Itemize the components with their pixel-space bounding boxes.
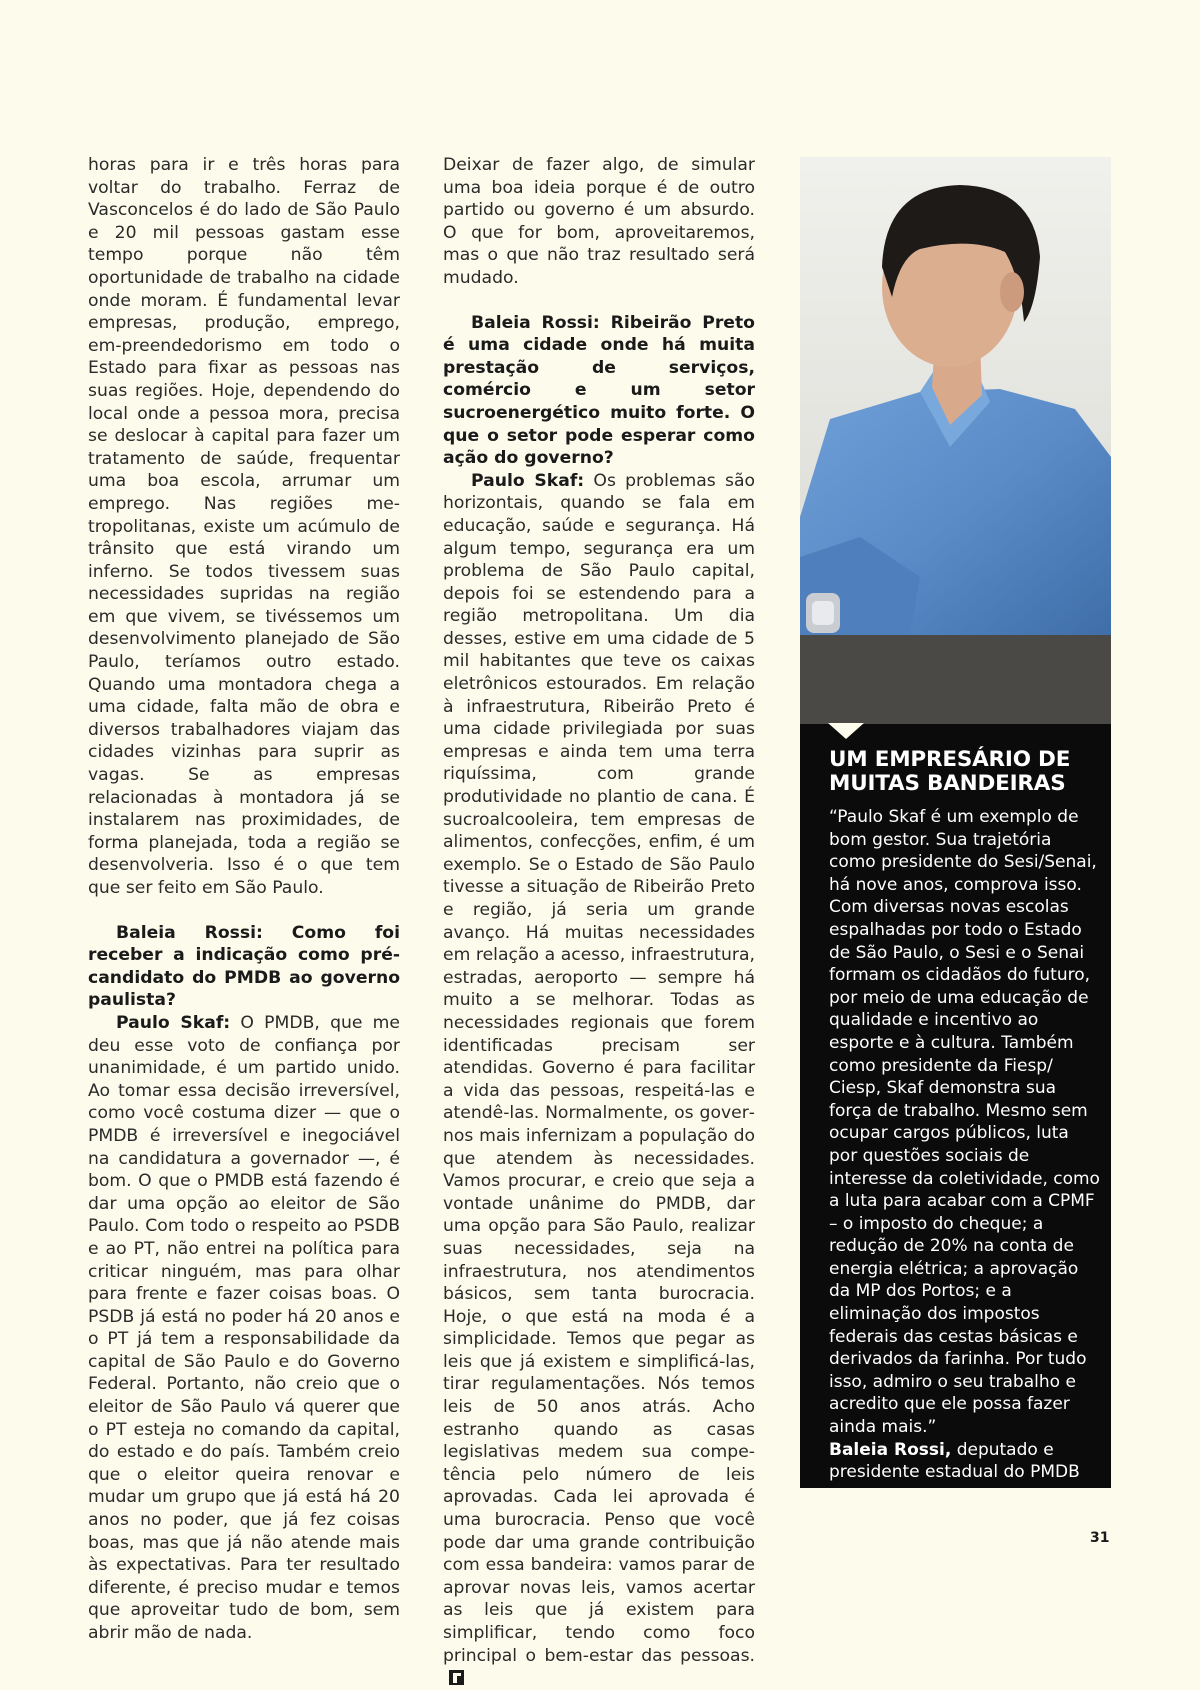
interview-answer bbox=[88, 1012, 400, 1645]
sidebar-box bbox=[800, 724, 1111, 1488]
paragraph: horas para ir e três horas para voltar do trabalho. Ferraz de Vasconcelos é do lado de São Paulo e 20 mil pessoas gastam esse tempo porque não têm oportunidade de trabalho na cidade onde moram. É fundamental levar empresas, produção, emprego, em-preendedorismo em todo o Estado para fixar as pessoas nas suas regiões. Hoje, dependendo do local onde a pessoa mora, precisa se deslocar à capital para fazer um tratamento de saúde, frequentar uma boa escola, arrumar um emprego. Nas regiões metropolitanas, existe um acúmulo de trânsito que está virando um inferno. Se todos tivessem suas necessidades supridas na região em que vivem, se tivéssemos um desenvolvimento planejado de São Paulo, teríamos outro estado. Quando uma montadora chega a uma cidade, falta mão de obra e diversos trabalhadores viajam das cidades vizinhas para suprir as vagas. Se as empresas relacionadas à montadora já se instalarem nas proximidades, de forma planejada, toda a região se desenvolveria. Isso é o que tem que ser feito em São Paulo. bbox=[88, 155, 400, 898]
quote-signature bbox=[829, 1439, 1101, 1484]
answer-text: Os problemas são horizontais, quando se fala em educação, saúde e segurança. Há algum tempo, segurança era um problema de São Paulo capital, depois foi se estendendo para a região metropolitana. Um dia desses, estive em uma cidade de 5 mil habitantes que teve os caixas eletrônicos estourados. Em relação à infraestrutura, Ribeirão Preto é uma cidade privilegiada por suas empresas e ainda tem uma terra riquíssima, com grande produtividade no plantio de cana. É sucroalcooleira, tem empresas de alimentos, confecções, enfim, é um exemplo. Se o Estado de São Paulo tivesse a situação de Ribeirão Preto e região, já seria um grande avanço. Há muitas necessidades em relação a acesso, infraestrutura, estradas, aeroporto — sempre há muito a se melhorar. Todas as necessidades regionais que forem identificadas precisam ser atendidas. Governo é para facilitar a vida das pessoas, respeitá-las e atendê-las. Normalmente, os governos mais infernizam a população do que atendem às necessidades. Vamos procurar, e creio que seja a vontade unânime do PMDB, dar uma opção para São Paulo, realizar suas necessidades, seja na infraestrutura, nos atendimentos básicos, sem tanta burocracia. Hoje, o que está na moda é a simplicidade. Temos que pegar as leis que já existem e simplificá-las, tirar regulamentações. Nós temos leis de 50 anos atrás. Acho estranho quando as casas legislativas medem sua competência pelo número de leis aprovadas. Cada lei aprovada é uma burocracia. Penso que você pode dar uma grande contribuição com essa bandeira: vamos parar de aprovar novas leis, vamos acertar as leis que já existem para simplificar, tendo como foco principal o bem-estar das pessoas. bbox=[443, 470, 755, 1666]
end-of-article-icon bbox=[449, 1670, 464, 1685]
article-column-1 bbox=[88, 154, 400, 1645]
article-column-2 bbox=[443, 154, 755, 1690]
signature-name: Baleia Rossi, bbox=[829, 1439, 952, 1460]
interview-question: Baleia Rossi: Como foi receber a indicação como pré-candidato do PMDB ao governo paulista? bbox=[88, 922, 400, 1011]
signature-role: deputado e presidente estadual do PMDB bbox=[829, 1439, 1080, 1483]
portrait-photo bbox=[800, 157, 1111, 724]
interview-question: Baleia Rossi: Ribeirão Preto é uma cidade onde há muita prestação de serviços, comércio e um setor sucroenergético muito forte. O que o setor pode esperar como ação do governo? bbox=[443, 312, 755, 469]
notch-arrow-icon bbox=[828, 723, 864, 739]
portrait-illustration bbox=[800, 157, 1111, 724]
paragraph: Deixar de fazer algo, de simular uma boa ideia porque é de outro partido ou governo é um absurdo. O que for bom, aproveitaremos, mas o que não traz resultado será mudado. bbox=[443, 155, 755, 288]
sidebar-quote bbox=[829, 806, 1101, 1484]
sidebar-title: UM EMPRESÁRIO DE MUITAS BANDEIRAS bbox=[829, 747, 1071, 796]
quote-text: “Paulo Skaf é um exemplo de bom gestor. Sua trajetória como presidente do Sesi/Senai, há nove anos, comprova isso. Com diversas novas escolas espalhadas por todo o Estado de São Paulo, o Sesi e o Senai formam os cidadãos do futuro, por meio de uma educação de qualidade e incentivo ao esporte e à cultura. Também como presidente da Fiesp/ Ciesp, Skaf demonstra sua força de trabalho. Mesmo sem ocupar cargos públicos, luta por questões sociais de interesse da coletividade, como a luta para acabar com a CPMF – o imposto do cheque; a redução de 20% na conta de energia elétrica; a aprovação da MP dos Portos; e a eliminação dos impostos federais das cestas básicas e derivados da farinha. Por tudo isso, admiro o seu trabalho e acredito que ele possa fazer ainda mais.” bbox=[829, 807, 1100, 1438]
speaker-label: Paulo Skaf: bbox=[471, 470, 585, 491]
page-number: 31 bbox=[1090, 1530, 1110, 1546]
interview-answer bbox=[443, 470, 755, 1690]
speaker-label: Paulo Skaf: bbox=[116, 1012, 231, 1033]
answer-text: O PMDB, que me deu esse voto de confiança por unanimidade, é um partido unido. Ao tomar essa decisão irreversível, como você costuma dizer — que o PMDB é irreversível e inegociável na candidatura a governador —, é bom. O que o PMDB está fazendo é dar uma opção ao eleitor de São Paulo. Com todo o respeito ao PSDB e ao PT, não entrei na política para criticar ninguém, mas para olhar para frente e fazer coisas boas. O PSDB já está no poder há 20 anos e o PT já tem a responsabilidade da capital de São Paulo e do Governo Federal. Portanto, não creio que o eleitor de São Paulo vá querer que o PT esteja no comando da capital, do estado e do país. Também creio que o eleitor queira renovar e mudar um grupo que já está há 20 anos no poder, que já fez coisas boas, mas que já não atende mais às expectativas. Para ter resultado diferente, é preciso mudar e temos que aproveitar tudo de bom, sem abrir mão de nada. bbox=[88, 1012, 400, 1643]
